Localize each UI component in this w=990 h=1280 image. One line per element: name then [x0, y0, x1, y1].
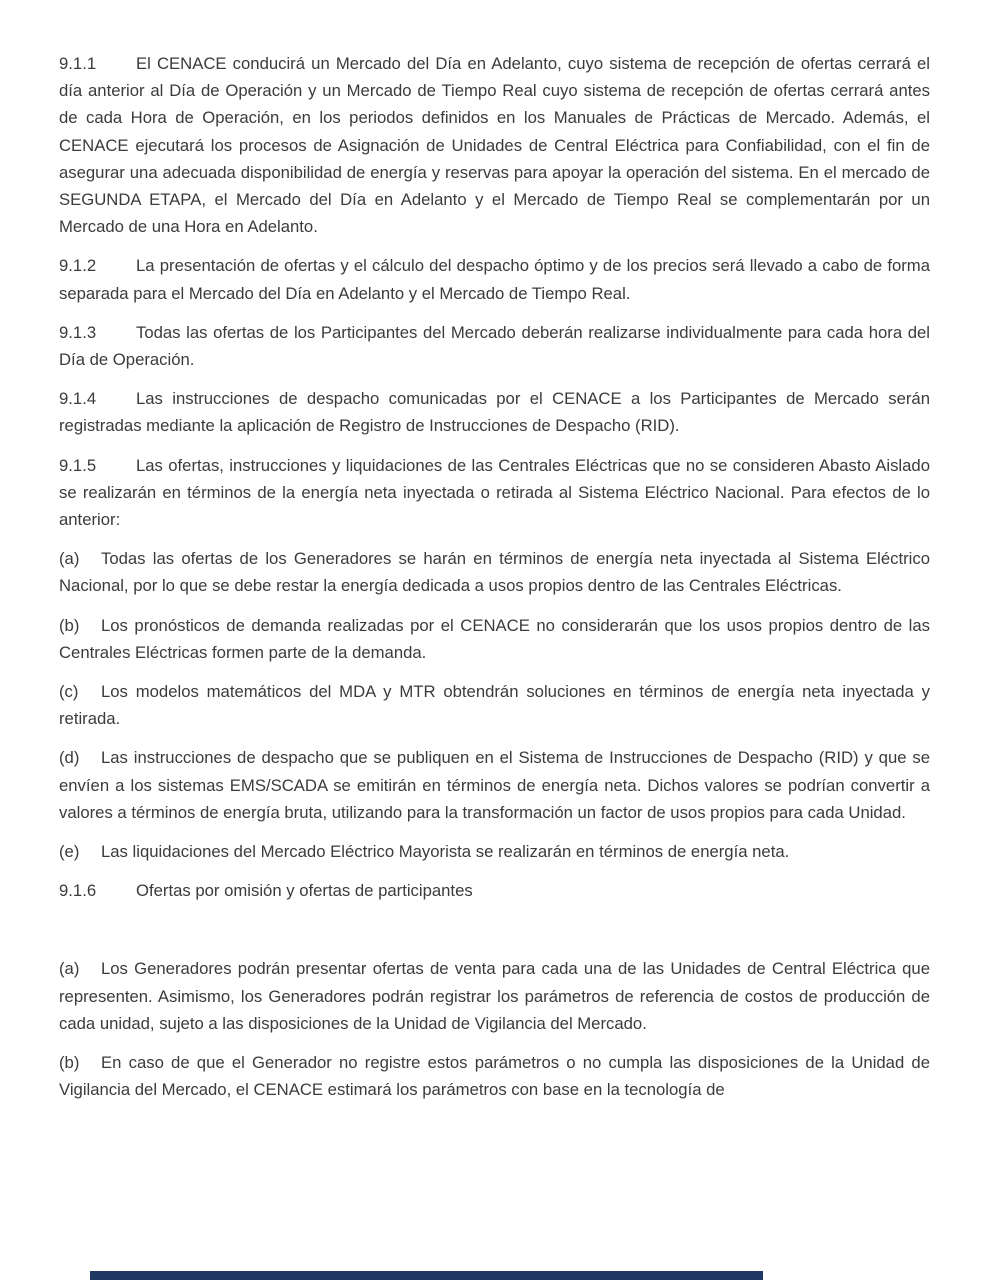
clause-number: 9.1.4	[59, 389, 97, 409]
item-text: Las instrucciones de despacho que se publiquen en el Sistema de Instrucciones de Despacho (RID) y que se envíen a los sistemas EMS/SCADA se emitirán en términos de energía neta. Dichos valores se podrían convertir a valores a términos de energía bruta, utilizando para la transformación un factor de usos propios para cada Unidad.	[59, 748, 930, 822]
clause-text: Las ofertas, instrucciones y liquidaciones de las Centrales Eléctricas que no se consideren Abasto Aislado se realizarán en términos de la energía neta inyectada o retirada al Sistema Eléctrico Nacional. Para efectos de lo anterior:	[59, 455, 930, 530]
item-letter: (a)	[59, 549, 80, 569]
clause-number: 9.1.5	[59, 455, 97, 475]
item-b-1	[59, 612, 930, 666]
item-b-2	[59, 1049, 930, 1103]
clause-number: 9.1.3	[59, 322, 97, 342]
item-letter: (e)	[59, 842, 80, 862]
item-a-2	[59, 955, 930, 1037]
item-letter: (a)	[59, 959, 80, 979]
clause-9-1-5	[59, 452, 930, 534]
item-text: Los pronósticos de demanda realizadas por el CENACE no considerarán que los usos propios dentro de las Centrales Eléctricas formen parte de la demanda.	[59, 615, 930, 662]
clause-9-1-1	[59, 50, 930, 240]
clause-text: El CENACE conducirá un Mercado del Día en Adelanto, cuyo sistema de recepción de ofertas cerrará el día anterior al Día de Operación y un Mercado de Tiempo Real cuyo sistema de recepción de ofertas cerrará antes de cada Hora de Operación, en los periodos definidos en los Manuales de Prácticas de Mercado. Además, el CENACE ejecutará los procesos de Asignación de Unidades de Central Eléctrica para Confiabilidad, con el fin de asegurar una adecuada disponibilidad de energía y reservas para apoyar la operación del sistema. En el mercado de SEGUNDA ETAPA, el Mercado del Día en Adelanto y el Mercado de Tiempo Real se complementarán por un Mercado de una Hora en Adelanto.	[59, 54, 930, 237]
item-letter: (b)	[59, 615, 80, 635]
clause-text: Ofertas por omisión y ofertas de participantes	[136, 881, 473, 901]
clause-text: La presentación de ofertas y el cálculo del despacho óptimo y de los precios será llevado a cabo de forma separada para el Mercado del Día en Adelanto y el Mercado de Tiempo Real.	[59, 256, 930, 303]
clause-9-1-4	[59, 385, 930, 439]
clause-9-1-3	[59, 319, 930, 373]
clause-9-1-6	[59, 877, 930, 904]
item-c-1	[59, 678, 930, 732]
item-text: En caso de que el Generador no registre estos parámetros o no cumpla las disposiciones de la Unidad de Vigilancia del Mercado, el CENACE estimará los parámetros con base en la tecnología de	[59, 1053, 930, 1100]
clause-number: 9.1.2	[59, 256, 97, 276]
item-letter: (b)	[59, 1053, 80, 1073]
item-d-1	[59, 744, 930, 826]
clause-text: Las instrucciones de despacho comunicadas por el CENACE a los Participantes de Mercado serán registradas mediante la aplicación de Registro de Instrucciones de Despacho (RID).	[59, 389, 930, 436]
document-page	[59, 50, 930, 1116]
clause-number: 9.1.6	[59, 881, 97, 901]
item-a-1	[59, 545, 930, 599]
item-letter: (d)	[59, 748, 80, 768]
item-letter: (c)	[59, 682, 79, 702]
clause-number: 9.1.1	[59, 54, 97, 73]
item-text: Los modelos matemáticos del MDA y MTR obtendrán soluciones en términos de energía neta inyectada y retirada.	[59, 682, 930, 729]
clause-9-1-2	[59, 252, 930, 306]
cutoff-table-header-bar	[90, 1271, 763, 1280]
clause-text: Todas las ofertas de los Participantes del Mercado deberán realizarse individualmente para cada hora del Día de Operación.	[59, 322, 930, 370]
item-e-1	[59, 838, 930, 865]
item-text: Los Generadores podrán presentar ofertas de venta para cada una de las Unidades de Central Eléctrica que representen. Asimismo, los Generadores podrán registrar los parámetros de referencia de costos de producción de cada unidad, sujeto a las disposiciones de la Unidad de Vigilancia del Mercado.	[59, 959, 930, 1033]
item-text: Todas las ofertas de los Generadores se harán en términos de energía neta inyectada al Sistema Eléctrico Nacional, por lo que se debe restar la energía dedicada a usos propios dentro de las Centrales Eléctricas.	[59, 549, 930, 596]
item-text: Las liquidaciones del Mercado Eléctrico Mayorista se realizarán en términos de energía neta.	[101, 842, 790, 862]
